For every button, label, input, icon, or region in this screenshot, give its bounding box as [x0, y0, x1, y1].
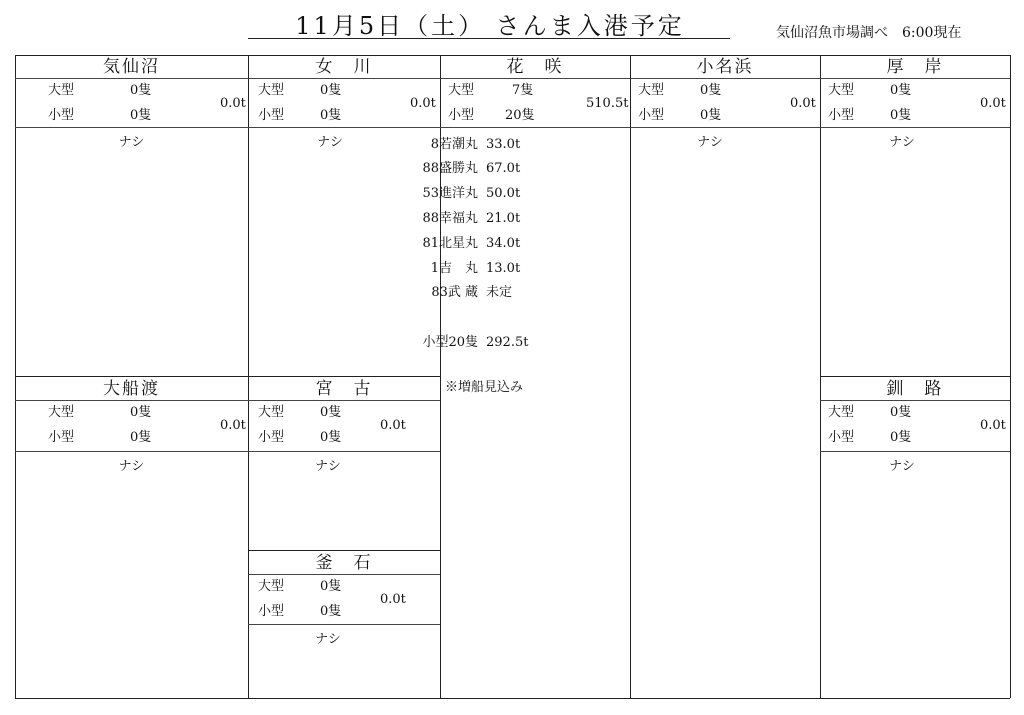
port-name: 釜 石: [315, 553, 373, 573]
ship-name: 53進洋丸: [422, 186, 478, 201]
small-count: 0隻: [320, 108, 342, 123]
small-label: 小型: [828, 108, 855, 123]
ship-name: 83武 蔵: [431, 285, 478, 300]
small-count: 0隻: [320, 430, 342, 445]
ship-row: [408, 157, 520, 176]
port-name: 厚 岸: [886, 57, 944, 77]
note-text: ※増船見込み: [445, 380, 524, 395]
ship-weight: 33.0t: [486, 137, 521, 152]
large-label: 大型: [258, 405, 285, 420]
small-summary-row: [408, 331, 528, 350]
ship-row: [408, 133, 520, 152]
none-text: ナシ: [118, 135, 145, 150]
port-name: 花 咲: [506, 57, 564, 77]
total-weight: 0.0t: [380, 592, 406, 607]
page-title: 11月5日（土） さんま入港予定: [295, 12, 685, 40]
small-label: 小型: [448, 108, 475, 123]
large-label: 大型: [828, 405, 855, 420]
none-text: ナシ: [118, 459, 145, 474]
large-count: 0隻: [320, 405, 342, 420]
ship-weight: 未定: [486, 285, 513, 300]
port-name: 宮 古: [315, 379, 373, 399]
ship-row: [408, 182, 520, 201]
small-count: 0隻: [130, 430, 152, 445]
ship-row: [408, 207, 520, 226]
large-label: 大型: [448, 83, 475, 98]
port-name: 大船渡: [103, 379, 160, 399]
ship-weight: 67.0t: [486, 161, 521, 176]
ship-row: [408, 257, 520, 276]
ship-weight: 13.0t: [486, 261, 521, 276]
none-text: ナシ: [697, 135, 723, 150]
none-text: ナシ: [317, 135, 343, 150]
ship-row: [408, 232, 520, 251]
ship-row: [408, 281, 512, 300]
small-count: 0隻: [700, 108, 722, 123]
ship-weight: 21.0t: [486, 211, 521, 226]
small-count: 0隻: [130, 108, 152, 123]
port-name: 釧 路: [886, 379, 944, 399]
small-label: 小型: [48, 108, 75, 123]
ship-name: 1吉 丸: [430, 261, 478, 276]
small-label: 小型: [48, 430, 75, 445]
small-count: 20隻: [505, 108, 535, 123]
none-text: ナシ: [889, 135, 915, 150]
total-weight: 0.0t: [980, 96, 1006, 111]
small-label: 小型: [258, 108, 285, 123]
small-label: 小型: [258, 604, 285, 619]
large-count: 0隻: [320, 579, 342, 594]
large-label: 大型: [258, 83, 285, 98]
ship-weight: 50.0t: [486, 186, 521, 201]
small-count: 0隻: [890, 430, 912, 445]
none-text: ナシ: [315, 632, 341, 647]
total-weight: 0.0t: [380, 418, 406, 433]
small-label: 小型: [828, 430, 855, 445]
total-weight: 0.0t: [220, 418, 246, 433]
large-label: 大型: [638, 83, 665, 98]
large-count: 0隻: [890, 405, 912, 420]
total-weight: 510.5t: [586, 96, 629, 111]
ship-name: 81北星丸: [422, 236, 478, 251]
none-text: ナシ: [889, 459, 915, 474]
ship-name: 88盛勝丸: [422, 161, 478, 176]
ship-weight: 34.0t: [486, 236, 521, 251]
total-weight: 0.0t: [980, 418, 1006, 433]
large-count: 0隻: [320, 83, 342, 98]
title-underline: [248, 38, 730, 39]
large-count: 7隻: [512, 83, 534, 98]
small-label: 小型: [258, 430, 285, 445]
total-weight: 0.0t: [790, 96, 816, 111]
ship-name: 8若潮丸: [430, 137, 478, 152]
total-weight: 0.0t: [410, 96, 436, 111]
none-text: ナシ: [315, 459, 341, 474]
large-label: 大型: [828, 83, 855, 98]
total-weight: 0.0t: [220, 96, 246, 111]
large-count: 0隻: [700, 83, 722, 98]
small-summary-label: 小型20隻: [422, 335, 478, 350]
large-count: 0隻: [130, 405, 152, 420]
large-count: 0隻: [130, 83, 152, 98]
large-count: 0隻: [890, 83, 912, 98]
source-note: 気仙沼魚市場調べ 6:00現在: [776, 25, 962, 41]
small-summary-weight: 292.5t: [486, 335, 529, 350]
port-name: 女 川: [315, 57, 373, 77]
ship-name: 88幸福丸: [422, 211, 478, 226]
port-name: 小名浜: [696, 57, 754, 77]
small-count: 0隻: [320, 604, 342, 619]
small-count: 0隻: [890, 108, 912, 123]
port-name: 気仙沼: [103, 57, 160, 77]
large-label: 大型: [48, 405, 75, 420]
small-label: 小型: [638, 108, 665, 123]
large-label: 大型: [258, 579, 285, 594]
large-label: 大型: [48, 83, 75, 98]
